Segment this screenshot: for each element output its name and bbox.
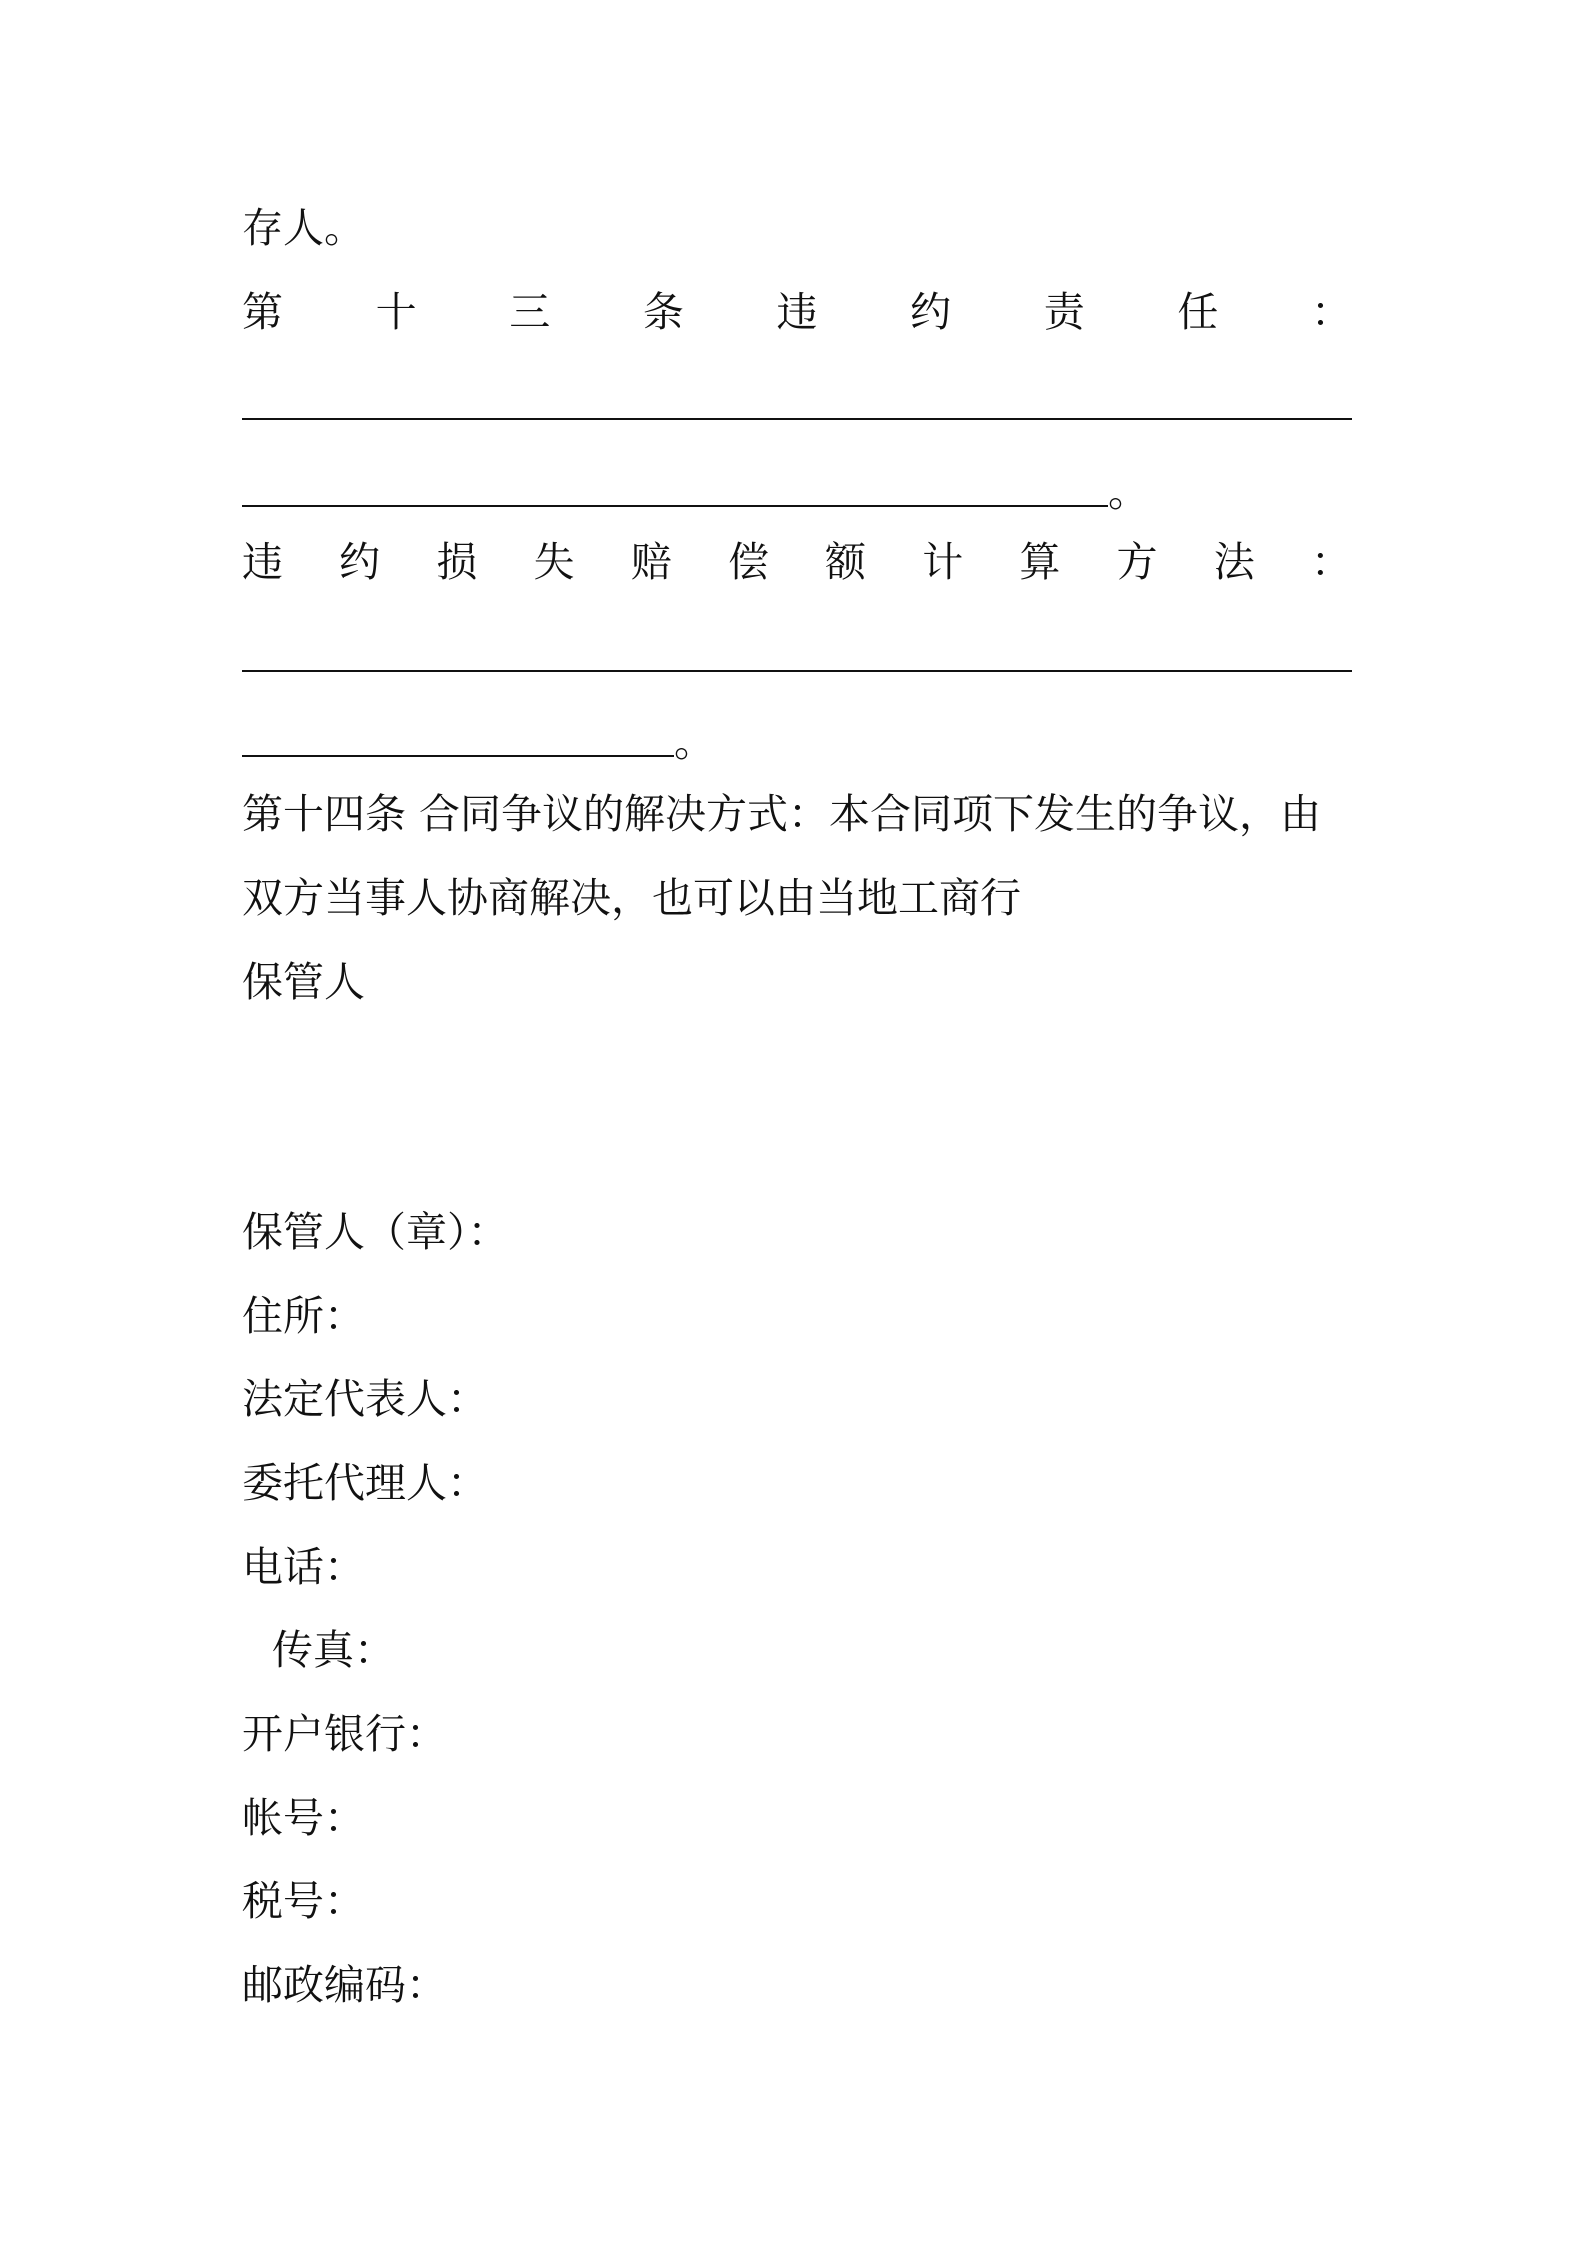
heading-char: 第 — [242, 288, 283, 336]
heading-char: 责 — [1043, 288, 1085, 336]
heading-char: 任 — [1177, 288, 1219, 336]
heading-char: 赔 — [630, 538, 672, 586]
damages-calculation-heading — [242, 532, 1352, 592]
heading-char: 失 — [533, 538, 575, 586]
blank-period: 。 — [1108, 468, 1149, 516]
seal-field-label: 保管人（章）： — [242, 1208, 509, 1256]
heading-char: 约 — [910, 288, 952, 336]
phone-field-label: 电话： — [242, 1543, 365, 1591]
heading-char: 方 — [1116, 538, 1158, 586]
legal-representative-field-label: 法定代表人： — [242, 1375, 488, 1423]
heading-char: 偿 — [727, 538, 769, 586]
fill-in-blank — [242, 418, 1352, 420]
agent-field-label: 委托代理人： — [242, 1459, 488, 1507]
fill-in-blank — [242, 755, 674, 757]
fill-in-blank — [242, 670, 1352, 672]
heading-char: ： — [1311, 288, 1352, 336]
article-13-heading — [242, 282, 1352, 342]
continuation-line: 存人。 — [242, 204, 365, 252]
fax-field-label: 传真： — [272, 1626, 395, 1674]
address-field-label: 住所： — [242, 1292, 365, 1340]
heading-char: ： — [1310, 538, 1352, 586]
heading-char: 额 — [825, 538, 867, 586]
heading-char: 计 — [922, 538, 964, 586]
heading-char: 违 — [242, 538, 283, 586]
heading-char: 算 — [1019, 538, 1061, 586]
heading-char: 损 — [436, 538, 478, 586]
heading-char: 十 — [375, 288, 417, 336]
heading-char: 违 — [776, 288, 818, 336]
heading-char: 法 — [1213, 538, 1255, 586]
postal-code-field-label: 邮政编码： — [242, 1961, 447, 2009]
blank-period: 。 — [674, 718, 715, 766]
account-field-label: 帐号： — [242, 1794, 365, 1842]
heading-char: 三 — [509, 288, 551, 336]
heading-char: 约 — [339, 538, 381, 586]
custodian-label: 保管人 — [242, 958, 365, 1006]
heading-char: 条 — [642, 288, 684, 336]
bank-field-label: 开户银行： — [242, 1710, 447, 1758]
article-14-line-1: 第十四条 合同争议的解决方式：本合同项下发生的争议，由 — [242, 790, 1322, 838]
fill-in-blank — [242, 505, 1108, 507]
article-14-line-2: 双方当事人协商解决，也可以由当地工商行 — [242, 874, 1021, 922]
tax-number-field-label: 税号： — [242, 1877, 365, 1925]
